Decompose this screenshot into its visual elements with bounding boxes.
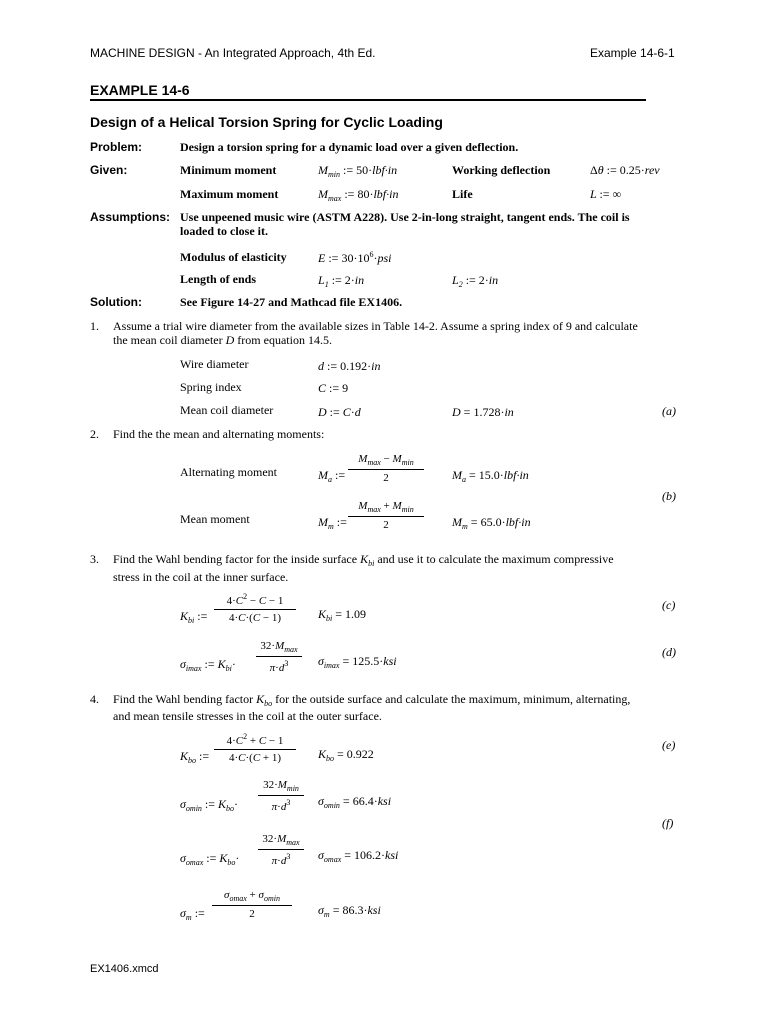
Kbo-lhs: $K_{bo}$ :=: [180, 749, 210, 765]
mean-moment-label: Mean moment: [180, 512, 250, 526]
min-moment-eq: $M_{min}$ := 50·lbf·in: [318, 163, 398, 179]
problem-label: Problem:: [90, 140, 143, 154]
life-label: Life: [452, 187, 473, 201]
eq-tag-e: (e): [662, 738, 676, 752]
given-label: Given:: [90, 163, 128, 177]
alternating-moment-lhs: $M_a$ :=: [318, 468, 346, 484]
assumptions-line-1: Use unpeened music wire (ASTM A228). Use 2-in-long straight, tangent ends. The coil is: [180, 210, 630, 224]
L2-eq: $L_2$ := 2·in: [452, 273, 499, 289]
mean-moment-lhs: $M_m$ :=: [318, 515, 347, 531]
section-title: Design of a Helical Torsion Spring for Cyclic Loading: [90, 114, 443, 130]
solution-label: Solution:: [90, 295, 142, 309]
header-example-number: Example 14-6-1: [590, 46, 675, 60]
assumptions-label: Assumptions:: [90, 210, 171, 224]
length-of-ends-label: Length of ends: [180, 272, 257, 286]
spring-index-eq: C := 9: [318, 381, 349, 395]
max-moment-label: Maximum moment: [180, 187, 279, 201]
L1-eq: $L_1$ := 2·in: [318, 273, 365, 289]
mean-moment-result: $M_m = 65.0\cdot lbf\cdot in$: [452, 515, 531, 531]
step-4-line-2: and mean tensile stresses in the coil at the outer surface.: [113, 709, 382, 723]
alternating-moment-result: $M_a = 15.0\cdot lbf\cdot in$: [452, 468, 529, 484]
eq-tag-a: (a): [662, 404, 676, 418]
step-4-number: 4.: [90, 692, 99, 706]
sigma-omax-result: $\sigma_{omax} = 106.2\cdot ksi$: [318, 848, 399, 864]
step-2-number: 2.: [90, 427, 99, 441]
step-3-number: 3.: [90, 552, 99, 566]
header-title: MACHINE DESIGN - An Integrated Approach, 4th Ed.: [90, 46, 376, 60]
sigma-imax-lhs: $\sigma_{imax}$ := $K_{bi}\cdot$: [180, 657, 236, 673]
working-deflection-eq: Δθ := 0.25·rev: [590, 163, 660, 177]
eq-tag-c: (c): [662, 598, 676, 612]
Kbo-fraction: $4\cdot C^2 + C - 1$ 4·C·(C + 1): [214, 732, 296, 764]
mean-coil-diameter-result: D = 1.728·in: [452, 405, 514, 419]
mean-coil-diameter-label: Mean coil diameter: [180, 403, 274, 417]
alternating-moment-fraction: $M_{max} - M_{min}$ 2: [348, 453, 424, 484]
sigma-m-lhs: $\sigma_m$ :=: [180, 906, 205, 922]
step-2-line-1: Find the the mean and alternating moments:: [113, 427, 325, 441]
sigma-omax-fraction: $32\cdot M_{max}$ $\pi\cdot d^3$: [258, 833, 304, 867]
sigma-omin-result: $\sigma_{omin} = 66.4\cdot ksi$: [318, 794, 392, 810]
modulus-eq: E := $30\cdot 10^6\cdot psi$: [318, 250, 392, 265]
min-moment-label: Minimum moment: [180, 163, 277, 177]
step-4-line-1: Find the Wahl bending factor $K_{bo}$ for the outside surface and calculate the maximum, minimum, alternating,: [113, 692, 631, 708]
sigma-m-result: $\sigma_m = 86.3\cdot ksi$: [318, 903, 381, 919]
step-3-line-2: stress in the coil at the inner surface.: [113, 570, 289, 584]
alternating-moment-label: Alternating moment: [180, 465, 277, 479]
eq-tag-d: (d): [662, 645, 676, 659]
sigma-imax-fraction: $32\cdot M_{max}$ $\pi\cdot d^3$: [256, 640, 302, 674]
step-1-number: 1.: [90, 319, 99, 333]
modulus-label: Modulus of elasticity: [180, 250, 287, 264]
sigma-omin-lhs: $\sigma_{omin}$ := $K_{bo}\cdot$: [180, 797, 239, 813]
Kbi-result: $K_{bi} = 1.09$: [318, 607, 367, 623]
step-1-line-1: Assume a trial wire diameter from the available sizes in Table 14-2. Assume a spring index of 9 and calculate: [113, 319, 638, 333]
spring-index-label: Spring index: [180, 380, 242, 394]
mean-coil-diameter-def: D := C·d: [318, 405, 361, 419]
Kbi-fraction: $4\cdot C^2 - C - 1$ 4·C·(C − 1): [214, 592, 296, 624]
step-3-line-1: Find the Wahl bending factor for the inside surface $K_{bi}$ and use it to calculate the maximum compressive: [113, 552, 614, 568]
working-deflection-label: Working deflection: [452, 163, 551, 177]
sigma-m-fraction: $\sigma_{omax} + \sigma_{omin}$ 2: [212, 889, 292, 920]
wire-diameter-eq: d := 0.192·in: [318, 359, 381, 373]
mean-moment-fraction: $M_{max} + M_{min}$ 2: [348, 500, 424, 531]
eq-tag-b: (b): [662, 489, 676, 503]
step-1-line-2: the mean coil diameter D from equation 14.5.: [113, 333, 332, 347]
eq-tag-f: (f): [662, 816, 674, 830]
title-rule: [90, 99, 646, 101]
max-moment-eq: $M_{max}$ := 80·lbf·in: [318, 187, 399, 203]
solution-text: See Figure 14-27 and Mathcad file EX1406.: [180, 295, 403, 309]
sigma-omin-fraction: $32\cdot M_{min}$ $\pi\cdot d^3$: [258, 779, 304, 813]
life-eq: L := ∞: [590, 187, 622, 201]
assumptions-line-2: loaded to close it.: [180, 224, 268, 238]
footer-filename: EX1406.xmcd: [90, 963, 159, 975]
wire-diameter-label: Wire diameter: [180, 357, 249, 371]
sigma-omax-lhs: $\sigma_{omax}$ := $K_{bo}\cdot$: [180, 851, 240, 867]
problem-text: Design a torsion spring for a dynamic load over a given deflection.: [180, 140, 519, 154]
sigma-imax-result: $\sigma_{imax} = 125.5\cdot ksi$: [318, 654, 397, 670]
Kbo-result: $K_{bo} = 0.922$: [318, 747, 374, 763]
Kbi-lhs: $K_{bi}$ :=: [180, 609, 208, 625]
example-title: EXAMPLE 14-6: [90, 82, 190, 98]
